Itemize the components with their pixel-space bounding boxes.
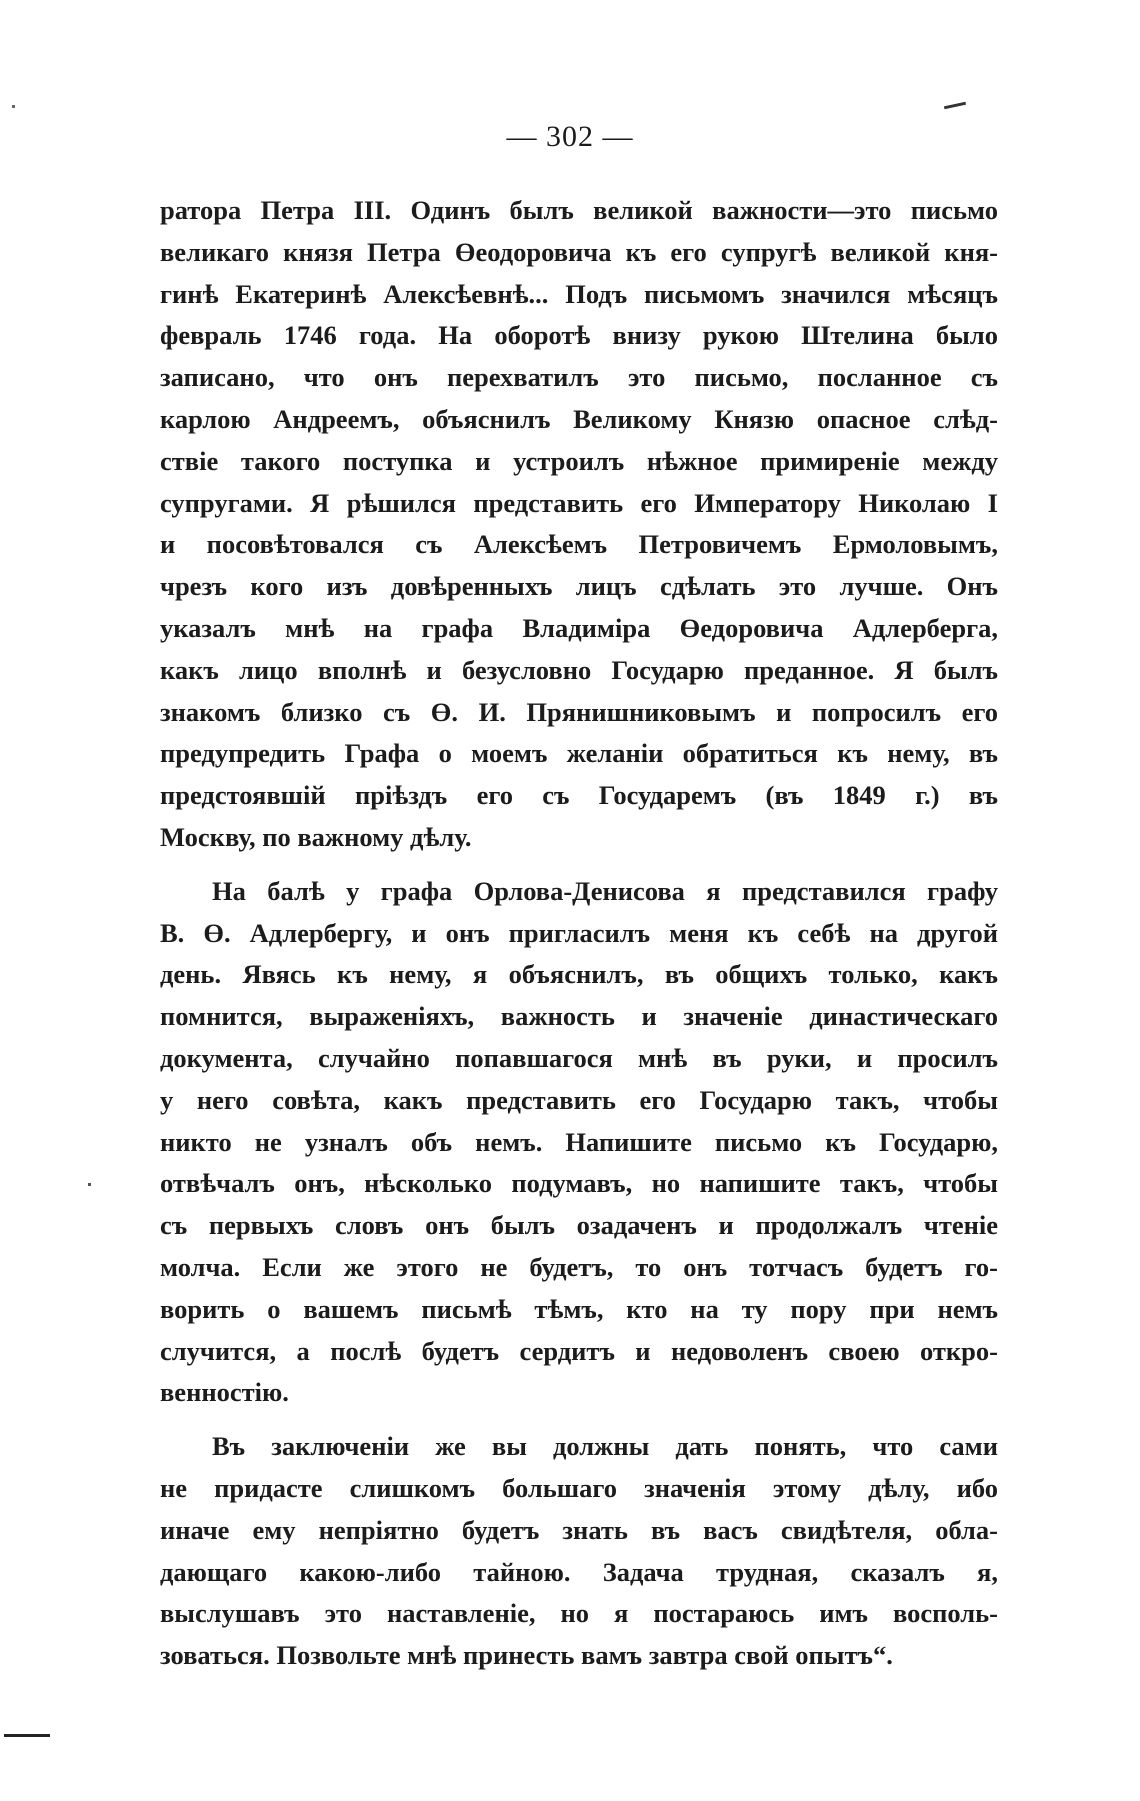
text-line: ратора Петра III. Одинъ былъ великой важности—это письмо (160, 195, 998, 225)
text-line: отвѣчалъ онъ, нѣсколько подумавъ, но напишите такъ, чтобы (160, 1168, 998, 1199)
margin-speck-left-lower (88, 1183, 91, 1186)
text-line: помнится, выраженіяхъ, важность и значеніе династическаго (160, 1001, 998, 1032)
text-line: ствіе такого поступка и устроилъ нѣжное примиреніе между (160, 445, 998, 476)
text-line: иначе ему непріятно будетъ знать въ васъ свидѣтеля, обла- (160, 1514, 998, 1545)
text-line: февраль 1746 года. На оборотѣ внизу рукою Штелина было (160, 320, 998, 351)
text-line: Москву, по важному дѣлу. (160, 821, 472, 852)
text-line: дающаго какою-либо тайною. Задача трудная, сказалъ я, (160, 1556, 998, 1587)
text-line: венностію. (160, 1377, 289, 1408)
body-text (160, 190, 998, 1677)
text-line: какъ лицо вполнѣ и безусловно Государю преданное. Я былъ (160, 654, 998, 685)
text-line: у него совѣта, какъ представить его Государю такъ, чтобы (160, 1084, 998, 1115)
text-line: На балѣ у графа Орлова-Денисова я представился графу (212, 875, 998, 906)
paragraph (160, 1426, 998, 1677)
text-line: не придасте слишкомъ большаго значенія этому дѣлу, ибо (160, 1472, 998, 1503)
text-line: гинѣ Екатеринѣ Алексѣевнѣ... Подъ письмомъ значился мѣсяцъ (160, 278, 998, 309)
text-line: предупредить Графа о моемъ желаніи обратиться къ нему, въ (160, 738, 998, 769)
text-line: и посовѣтовался съ Алексѣемъ Петровичемъ Ермоловымъ, (160, 529, 998, 560)
text-line: выслушавъ это наставленіе, но я постараюсь имъ восполь- (160, 1598, 998, 1629)
text-line: молча. Если же этого не будетъ, то онъ тотчасъ будетъ го- (160, 1251, 998, 1282)
page-number: — 302 — (506, 120, 634, 153)
text-line: зоваться. Позвольте мнѣ принесть вамъ завтра свой опытъ“. (160, 1640, 893, 1671)
paragraph (160, 190, 998, 859)
text-line: случится, а послѣ будетъ сердитъ и недоволенъ своею откро- (160, 1335, 998, 1366)
text-line: чрезъ кого изъ довѣренныхъ лицъ сдѣлать это лучше. Онъ (160, 571, 998, 602)
margin-speck-left (12, 105, 15, 108)
margin-mark-bottom (4, 1734, 50, 1737)
paragraph-gap (160, 1414, 998, 1426)
paragraph (160, 871, 998, 1414)
text-line: указалъ мнѣ на графа Владиміра Өедоровича Адлерберга, (160, 612, 998, 643)
text-line: супругами. Я рѣшился представить его Императору Николаю I (160, 487, 998, 518)
text-line: великаго князя Петра Өеодоровича къ его супругѣ великой кня- (160, 236, 998, 267)
text-line: документа, случайно попавшагося мнѣ въ руки, и просилъ (160, 1042, 998, 1073)
text-line: карлою Андреемъ, объяснилъ Великому Князю опасное слѣд- (160, 403, 998, 434)
text-line: знакомъ близко съ Ө. И. Прянишниковымъ и попросилъ его (160, 696, 998, 727)
text-line: день. Явясь къ нему, я объяснилъ, въ общихъ только, какъ (160, 959, 998, 990)
text-line: съ первыхъ словъ онъ былъ озадаченъ и продолжалъ чтеніе (160, 1210, 998, 1241)
text-line: ворить о вашемъ письмѣ тѣмъ, кто на ту пору при немъ (160, 1293, 998, 1324)
text-line: В. Ө. Адлербергу, и онъ пригласилъ меня къ себѣ на другой (160, 917, 998, 948)
margin-mark-top (944, 102, 966, 110)
text-line: Въ заключеніи же вы должны дать понять, что сами (212, 1431, 998, 1462)
text-line: никто не узналъ объ немъ. Напишите письмо къ Государю, (160, 1126, 998, 1157)
paragraph-gap (160, 859, 998, 871)
text-line: предстоявшій пріѣздъ его съ Государемъ (въ 1849 г.) въ (160, 780, 998, 811)
text-line: записано, что онъ перехватилъ это письмо, посланное съ (160, 362, 998, 393)
